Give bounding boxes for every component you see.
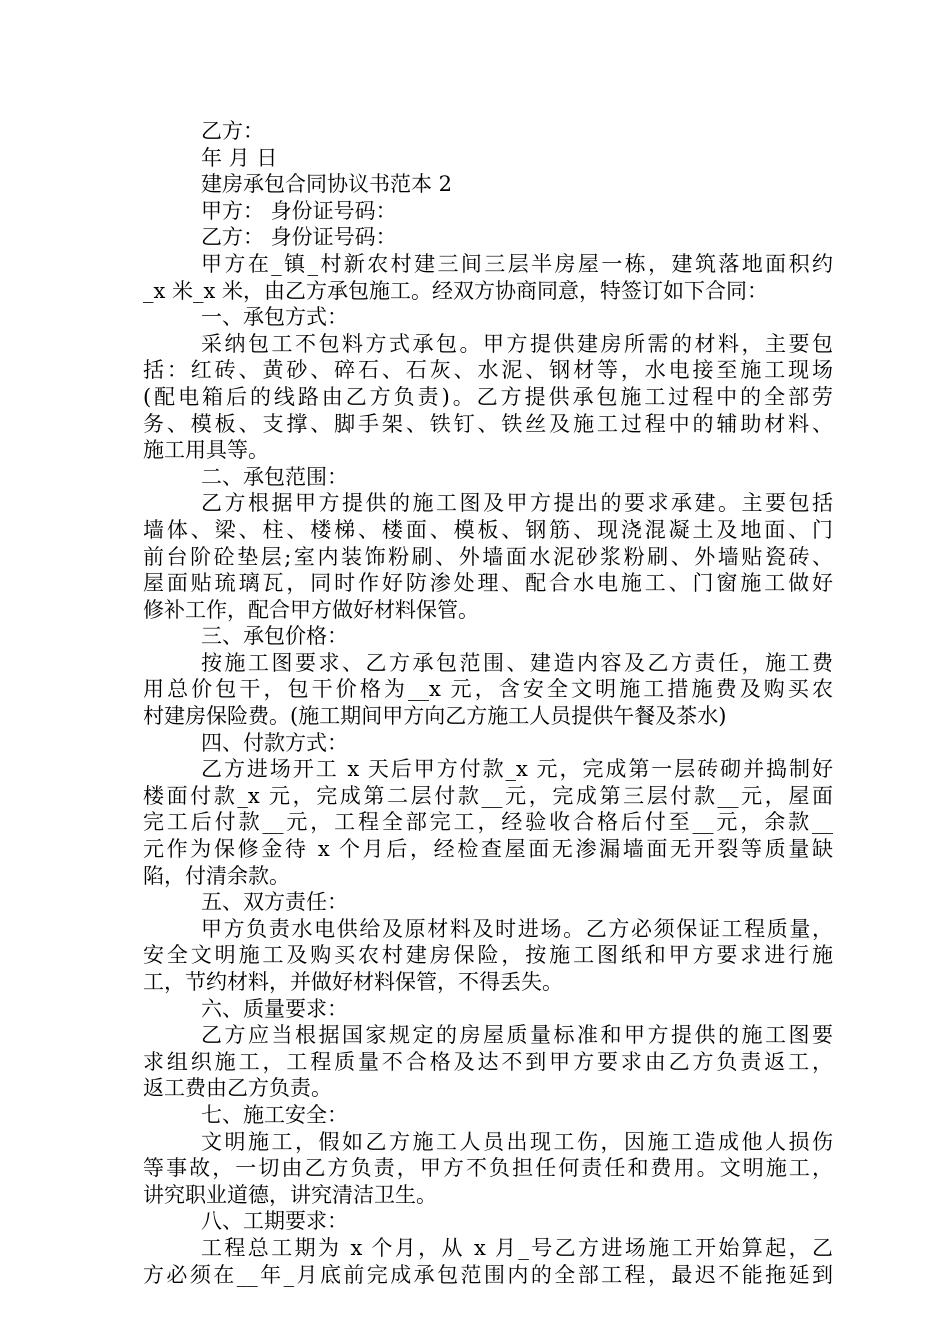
section-body-line: (配电箱后的线路由乙方负责)。乙方提供承包施工过程中的全部劳 <box>143 384 833 409</box>
intro-line-2: _x 米_x 米，由乙方承包施工。经双方协商同意，特签订如下合同： <box>143 278 769 303</box>
section-heading: 三、承包价格： <box>201 624 348 649</box>
section-body-line: 工，节约材料，并做好材料保管，不得丢失。 <box>143 970 563 994</box>
party-b-id-line: 乙方： 身份证号码： <box>201 225 397 250</box>
section-body-line: 乙方进场开工 x 天后甲方付款_x 元，完成第一层砖砌并捣制好 <box>201 757 833 782</box>
section-body-line: 完工后付款__元，工程全部完工，经验收合格后付至__元，余款__ <box>143 810 833 835</box>
section-body-line: 施工用具等。 <box>143 438 269 463</box>
section-body-line: 采纳包工不包料方式承包。甲方提供建房所需的材料，主要包 <box>201 331 833 356</box>
section-body-line: 务、模板、支撑、脚手架、铁钉、铁丝及施工过程中的辅助材料、 <box>143 411 833 436</box>
section-body-line: 求组织施工，工程质量不合格及达不到甲方要求由乙方负责返工， <box>143 1049 833 1074</box>
section-heading: 六、质量要求： <box>201 996 348 1021</box>
section-body-line: 返工费由乙方负责。 <box>143 1076 332 1101</box>
section-body-line: 楼面付款_x 元，完成第二层付款__元，完成第三层付款__元，屋面 <box>143 783 833 808</box>
section-body-line: 文明施工，假如乙方施工人员出现工伤，因施工造成他人损伤 <box>201 1129 833 1154</box>
party-a-id-line: 甲方： 身份证号码： <box>201 198 397 223</box>
section-heading: 五、双方责任： <box>201 890 348 915</box>
section-body-line: 元作为保修金待 x 个月后，经检查屋面无渗漏墙面无开裂等质量缺 <box>143 837 833 862</box>
section-body-line: 屋面贴琉璃瓦，同时作好防渗处理、配合水电施工、门窗施工做好 <box>143 571 833 596</box>
section-body-line: 工程总工期为 x 个月，从 x 月_号乙方进场施工开始算起，乙 <box>201 1235 833 1260</box>
contract-sections <box>143 304 833 1288</box>
document-title: 建房承包合同协议书范本 2 <box>201 172 453 197</box>
date-line: 年 月 日 <box>201 145 278 170</box>
section-heading: 二、承包范围： <box>201 464 348 489</box>
section-body-line: 陷，付清余款。 <box>143 863 290 888</box>
section-heading: 七、施工安全： <box>201 1102 348 1127</box>
section-body-line: 甲方负责水电供给及原材料及时进场。乙方必须保证工程质量， <box>201 916 833 941</box>
section-body-line: 括：红砖、黄砂、碎石、石灰、水泥、钢材等，水电接至施工现场 <box>143 358 833 383</box>
section-body-line: 墙体、梁、柱、楼梯、楼面、模板、钢筋、现浇混凝土及地面、门 <box>143 517 833 542</box>
section-body-line: 等事故，一切由乙方负责，甲方不负担任何责任和费用。文明施工， <box>143 1156 833 1181</box>
section-body-line: 方必须在__年_月底前完成承包范围内的全部工程，最迟不能拖延到 <box>143 1262 833 1287</box>
section-body-line: 讲究职业道德，讲究清洁卫生。 <box>143 1182 437 1207</box>
section-body-line: 村建房保险费。(施工期间甲方向乙方施工人员提供午餐及茶水) <box>143 704 727 729</box>
party-b-label: 乙方： <box>201 119 264 143</box>
document-page <box>143 118 833 1288</box>
section-heading: 四、付款方式： <box>201 730 348 755</box>
section-body-line: 用总价包干，包干价格为__x 元，含安全文明施工措施费及购买农 <box>143 677 833 702</box>
section-body-line: 按施工图要求、乙方承包范围、建造内容及乙方责任，施工费 <box>201 650 833 675</box>
section-heading: 一、承包方式： <box>201 305 348 330</box>
section-heading: 八、工期要求： <box>201 1209 348 1234</box>
section-body-line: 修补工作，配合甲方做好材料保管。 <box>143 597 479 622</box>
section-body-line: 乙方根据甲方提供的施工图及甲方提出的要求承建。主要包括 <box>201 491 833 516</box>
section-body-line: 乙方应当根据国家规定的房屋质量标准和甲方提供的施工图要 <box>201 1023 833 1048</box>
intro-line-1: 甲方在_镇_村新农村建三间三层半房屋一栋，建筑落地面积约 <box>201 251 833 276</box>
section-body-line: 前台阶砼垫层;室内装饰粉刷、外墙面水泥砂浆粉刷、外墙贴瓷砖、 <box>143 544 833 569</box>
section-body-line: 安全文明施工及购买农村建房保险，按施工图纸和甲方要求进行施 <box>143 943 833 968</box>
